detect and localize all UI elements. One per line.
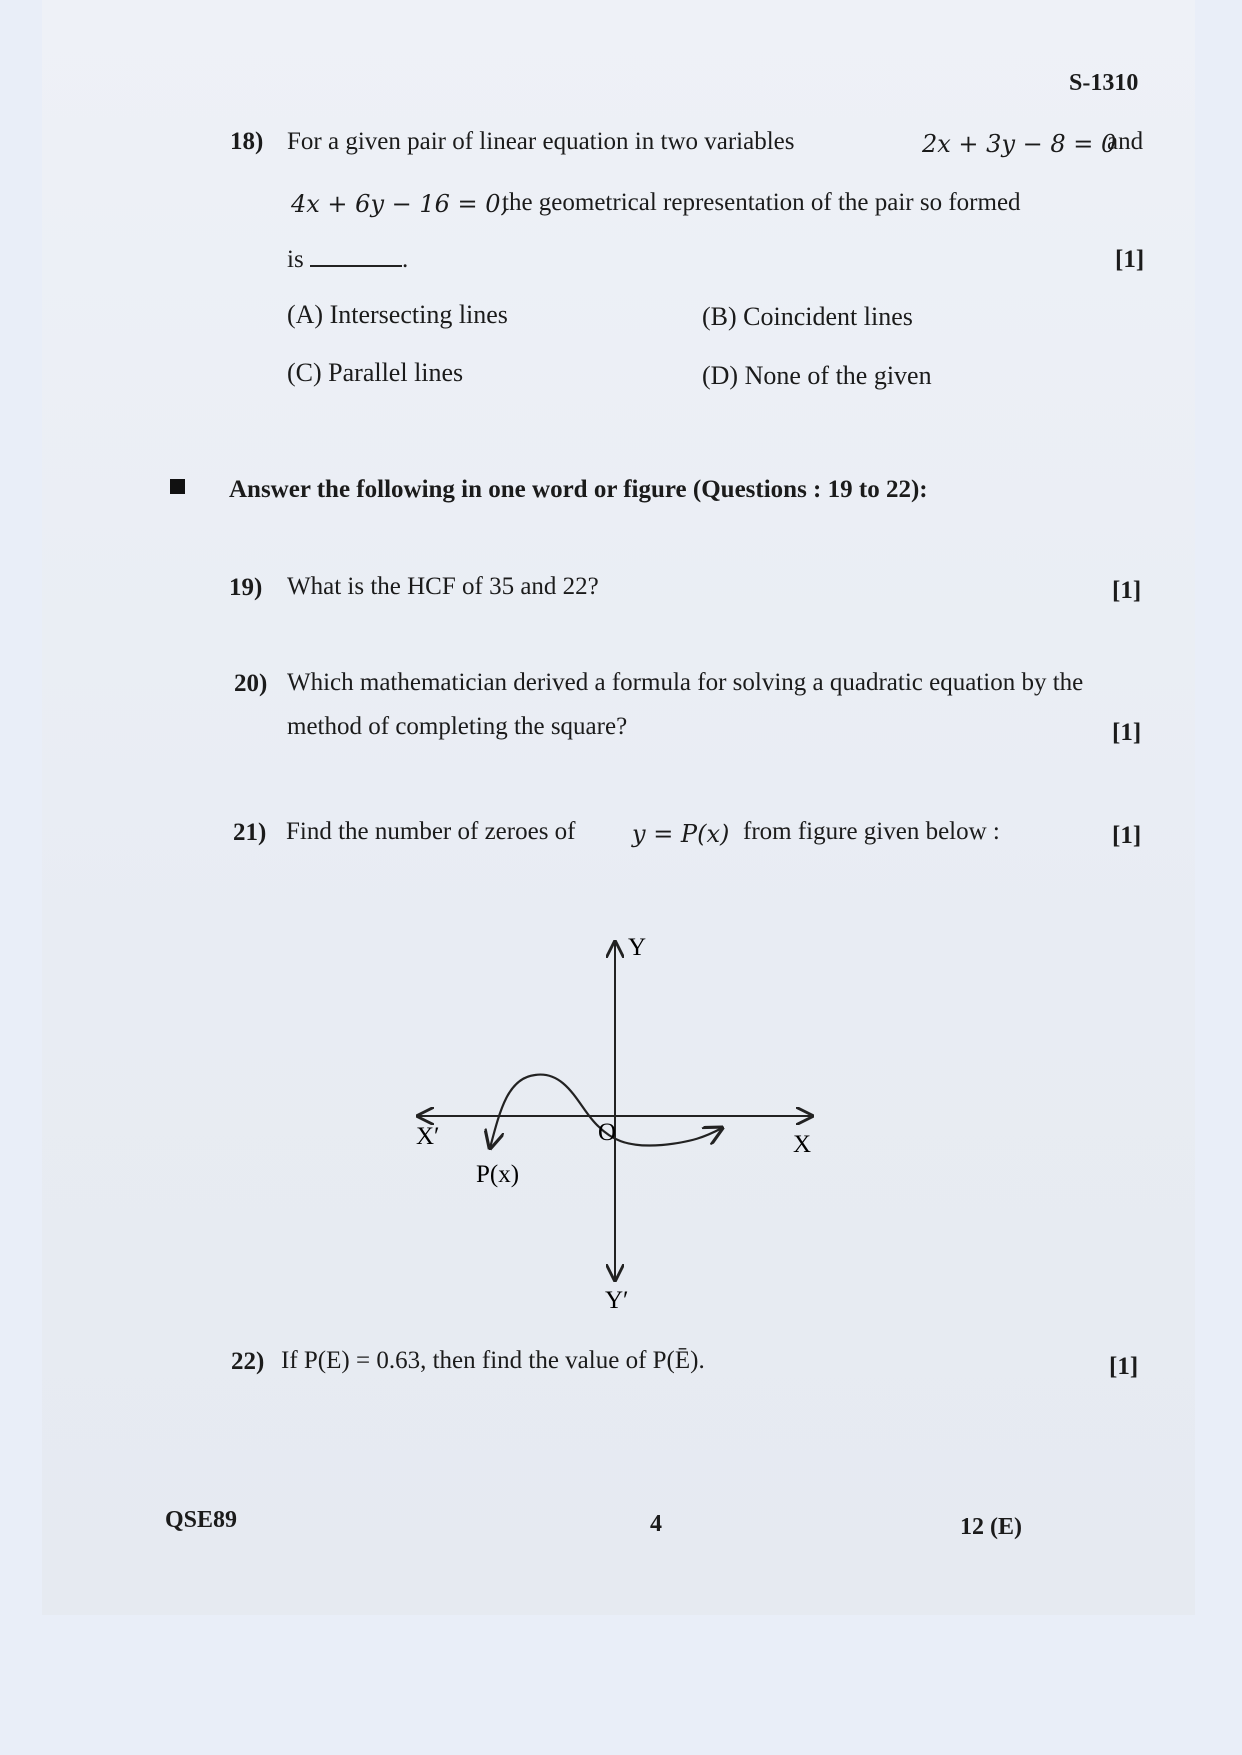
question-18-dot: .	[401, 246, 409, 273]
section-heading: Answer the following in one word or figure (Questions : 19 to 22):	[229, 476, 928, 503]
question-20-line1: Which mathematician derived a formula for solving a quadratic equation by the	[287, 669, 1084, 696]
y-axis-label: Y	[628, 934, 647, 961]
question-18-equation-2: 4x + 6y − 16 = 0,	[291, 190, 509, 218]
question-21-text-a: Find the number of zeroes of	[286, 818, 576, 845]
question-20-number: 20)	[234, 670, 268, 697]
paper-code: S-1310	[1069, 70, 1139, 96]
question-22-number: 22)	[231, 1348, 265, 1375]
question-22-marks: [1]	[1109, 1353, 1139, 1380]
question-18-option-d: (D) None of the given	[702, 361, 932, 390]
question-21-text-b: from figure given below :	[743, 818, 1000, 845]
section-bullet	[170, 479, 185, 494]
question-20-line2: method of completing the square?	[287, 713, 628, 740]
question-19-marks: [1]	[1112, 577, 1142, 604]
y-prime-label: Y′	[605, 1287, 629, 1310]
curve-label: P(x)	[476, 1161, 520, 1188]
question-18-is	[287, 243, 408, 272]
polynomial-graph-figure	[400, 930, 840, 1310]
question-19-text: What is the HCF of 35 and 22?	[287, 573, 599, 600]
question-20-marks: [1]	[1112, 719, 1142, 746]
question-18-line1: For a given pair of linear equation in two variables	[287, 128, 795, 155]
question-19-number: 19)	[229, 574, 263, 601]
origin-label: O	[598, 1119, 617, 1146]
footer-paper-ref: 12 (E)	[960, 1514, 1022, 1540]
question-18-option-c: (C) Parallel lines	[287, 358, 464, 387]
question-18-marks: [1]	[1115, 246, 1145, 273]
question-18-number: 18)	[230, 128, 264, 155]
question-21-marks: [1]	[1112, 822, 1142, 849]
answer-blank	[310, 243, 402, 267]
question-18-option-b: (B) Coincident lines	[702, 302, 913, 331]
question-22-text: If P(E) = 0.63, then find the value of P(Ē).	[281, 1347, 705, 1374]
question-18-is-word: is	[287, 246, 304, 273]
question-21-number: 21)	[233, 819, 267, 846]
question-18-equation-1: 2x + 3y − 8 = 0	[922, 130, 1117, 158]
question-18-line2: the geometrical representation of the pair so formed	[502, 189, 1021, 216]
x-prime-label: X′	[416, 1123, 440, 1150]
page-number: 4	[650, 1511, 662, 1537]
question-21-expression: y = P(x)	[632, 820, 730, 848]
question-18-and: and	[1107, 128, 1144, 155]
footer-code: QSE89	[165, 1507, 238, 1533]
x-axis-label: X	[793, 1131, 812, 1158]
question-18-option-a: (A) Intersecting lines	[287, 300, 508, 329]
